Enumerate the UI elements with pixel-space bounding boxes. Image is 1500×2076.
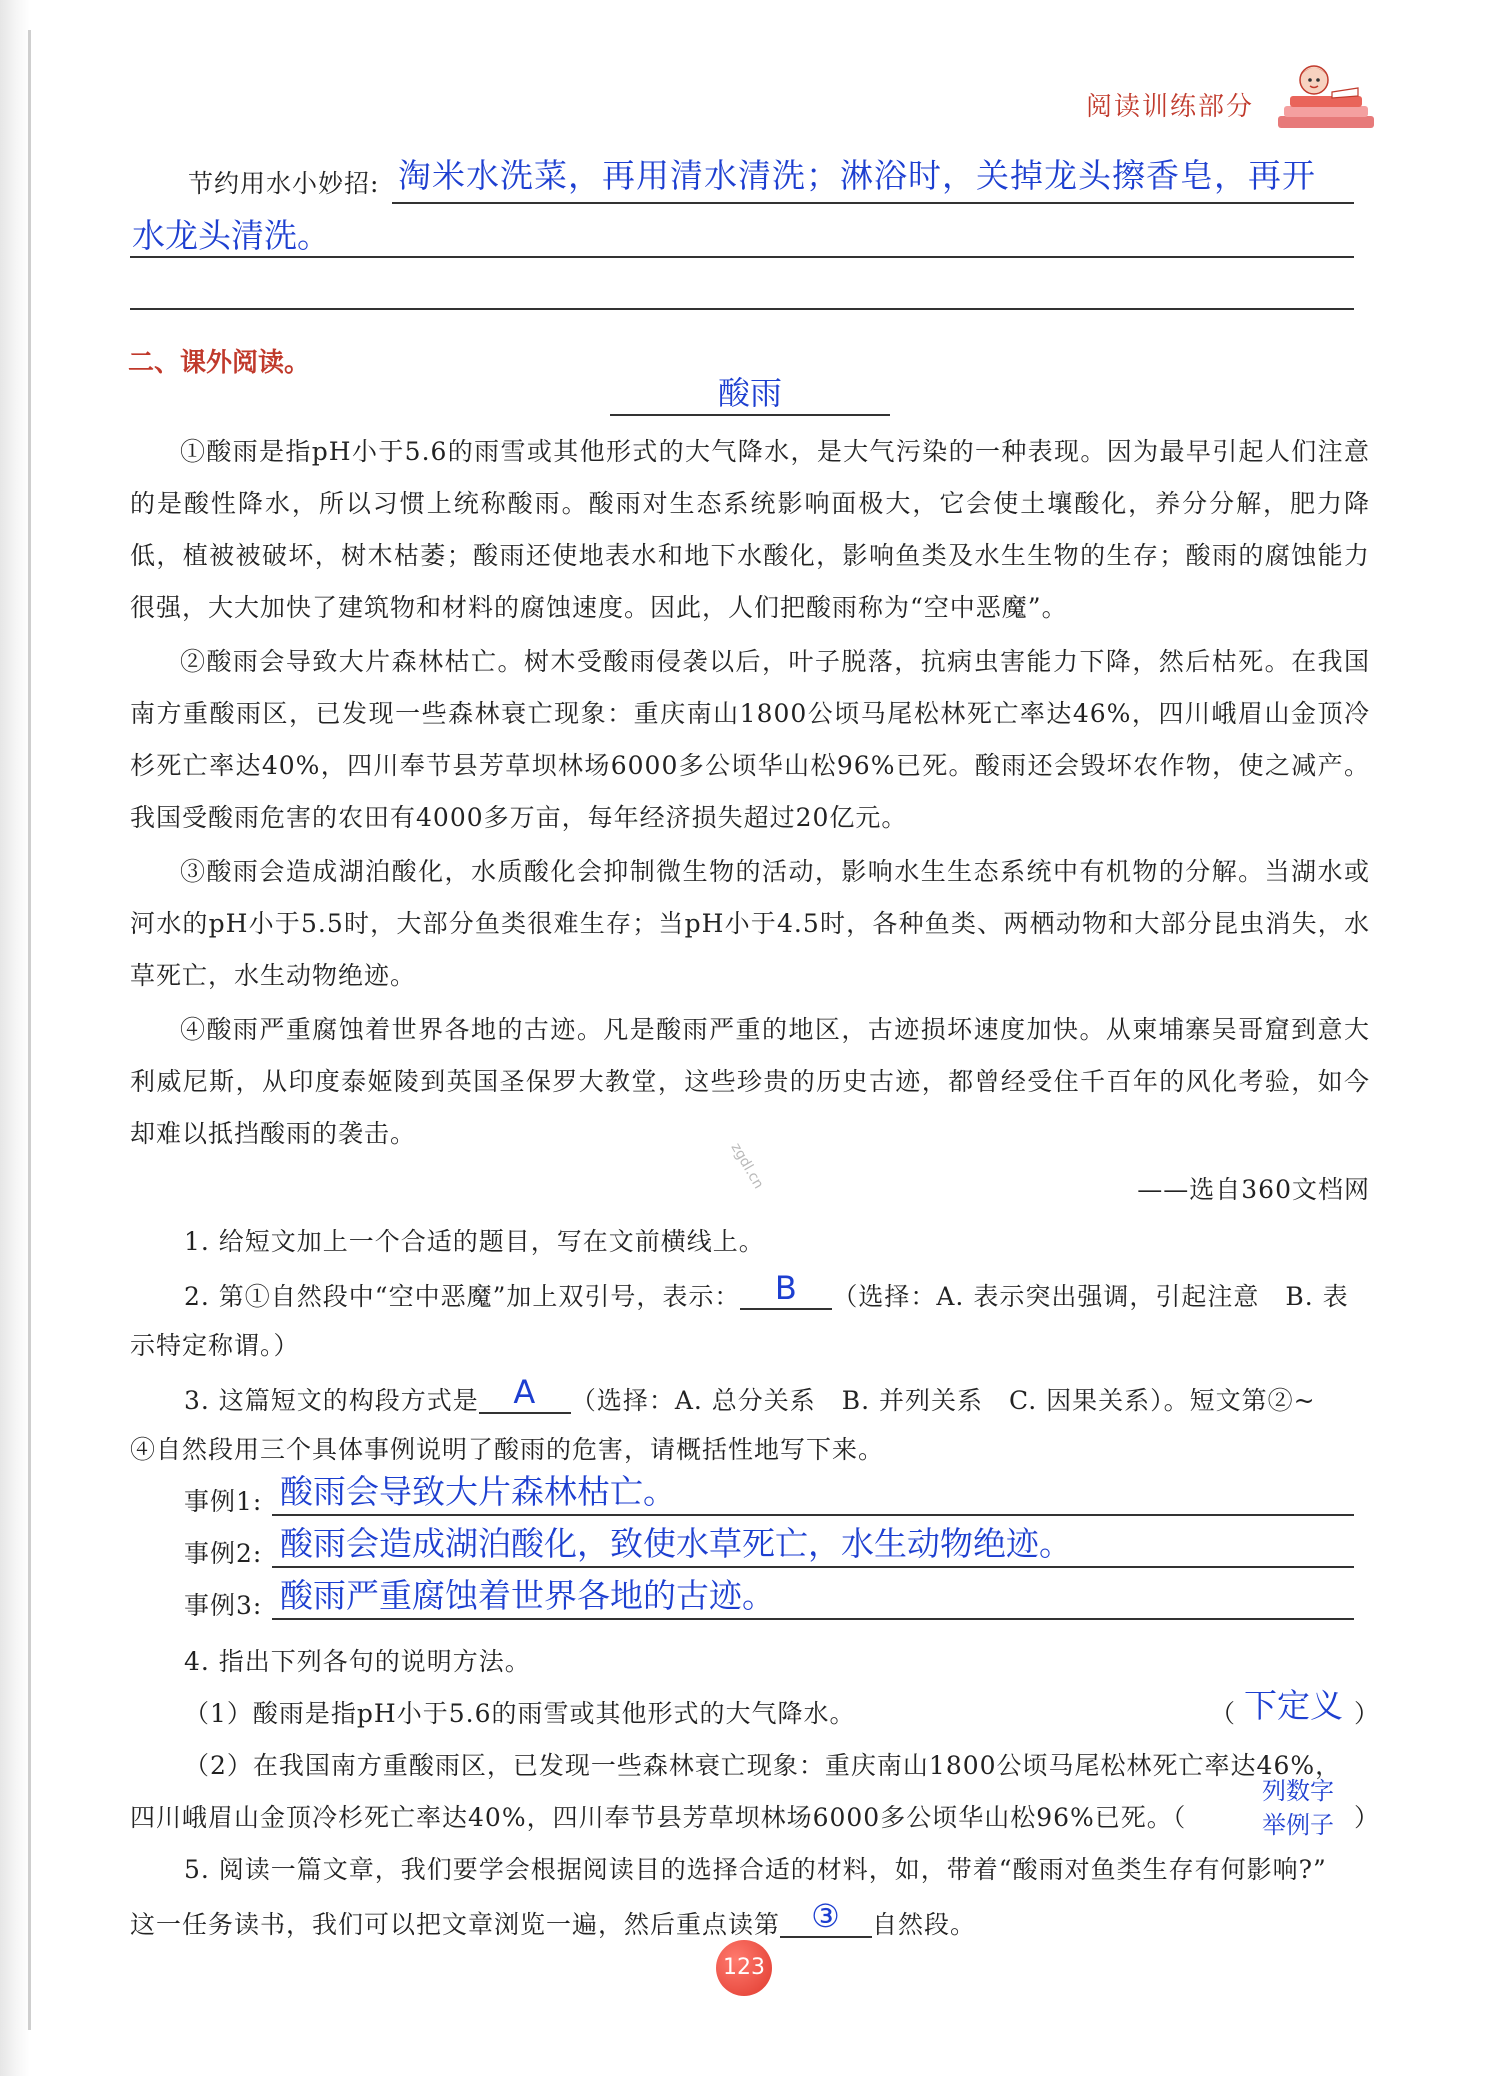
- answer-rule: [130, 256, 1354, 258]
- question-4-1-answer: 下定义: [1244, 1686, 1343, 1725]
- book-binding-shadow: [0, 0, 30, 2076]
- title-rule: [610, 414, 890, 416]
- answer-rule: [130, 308, 1354, 310]
- example-3-answer: 酸雨严重腐蚀着世界各地的古迹。: [280, 1576, 775, 1615]
- question-4-2-line2: 四川峨眉山金顶冷杉死亡率达40%，四川奉节县芳草坝林场6000多公顷华山松96%已死。（: [130, 1803, 1187, 1832]
- page-number: 123: [716, 1940, 772, 1996]
- question-5-line2: [130, 1896, 976, 1951]
- question-2-answer: B: [740, 1268, 832, 1310]
- question-2: [184, 1268, 1349, 1323]
- question-3-options: （选择：A. 总分关系 B. 并列关系 C. 因果关系）。短文第②~: [570, 1386, 1316, 1415]
- question-5-tail: 自然段。: [872, 1910, 977, 1939]
- tip-answer-line2: 水龙头清洗。: [132, 216, 330, 255]
- section-label: 阅读训练部分: [1086, 92, 1255, 122]
- question-3-answer: A: [479, 1372, 571, 1414]
- question-5-text: 这一任务读书，我们可以把文章浏览一遍，然后重点读第: [130, 1910, 781, 1939]
- question-5-line1: 5. 阅读一篇文章，我们要学会根据阅读目的选择合适的材料，如，带着“酸雨对鱼类生存有何影响?”: [184, 1855, 1327, 1884]
- binding-line: [28, 30, 31, 2030]
- question-3-line2: ④自然段用三个具体事例说明了酸雨的危害，请概括性地写下来。: [130, 1435, 885, 1464]
- example-2-answer: 酸雨会造成湖泊酸化，致使水草死亡，水生动物绝迹。: [280, 1524, 1072, 1563]
- question-4-1-paren-open: （: [1210, 1699, 1237, 1728]
- question-4-2-paren-close: ）: [1354, 1803, 1381, 1832]
- example-1-answer: 酸雨会导致大片森林枯亡。: [280, 1472, 676, 1511]
- article-paragraph-3: ③酸雨会造成湖泊酸化，水质酸化会抑制微生物的活动，影响水生生态系统中有机物的分解。当湖水或河水的pH小于5.5时，大部分鱼类很难生存；当pH小于4.5时，各种鱼类、两栖动物和大部分昆虫消失，水草死亡，水生动物绝迹。: [130, 857, 1370, 990]
- question-4-2-line1: （2）在我国南方重酸雨区，已发现一些森林衰亡现象：重庆南山1800公顷马尾松林死亡率达46%，: [184, 1751, 1342, 1780]
- tip-label: 节约用水小妙招:: [188, 169, 380, 198]
- example-3-label: 事例3:: [184, 1591, 263, 1620]
- question-5-answer: ③: [780, 1896, 872, 1938]
- question-4: 4. 指出下列各句的说明方法。: [184, 1647, 531, 1676]
- question-2-options: （选择：A. 表示突出强调，引起注意 B. 表: [832, 1282, 1349, 1311]
- article-paragraph-2: ②酸雨会导致大片森林枯亡。树木受酸雨侵袭以后，叶子脱落，抗病虫害能力下降，然后枯死。在我国南方重酸雨区，已发现一些森林衰亡现象：重庆南山1800公顷马尾松林死亡率达46%，四川峨眉山金顶冷杉死亡率达40%，四川奉节县芳草坝林场6000多公顷华山松96%已死。酸雨还会毁坏农作物，使之减产。我国受酸雨危害的农田有4000多万亩，每年经济损失超过20亿元。: [130, 647, 1370, 832]
- question-3-text: 3. 这篇短文的构段方式是: [184, 1386, 479, 1415]
- answer-rule: [392, 202, 1354, 204]
- article-source: ——选自360文档网: [1137, 1175, 1370, 1204]
- question-3: [184, 1372, 1316, 1427]
- article-title: 酸雨: [717, 374, 782, 412]
- question-2-text: 2. 第①自然段中“空中恶魔”加上双引号，表示：: [184, 1282, 741, 1311]
- question-4-1: （1）酸雨是指pH小于5.6的雨雪或其他形式的大气降水。: [184, 1699, 856, 1728]
- answer-rule: [272, 1618, 1354, 1620]
- article-paragraph-4: ④酸雨严重腐蚀着世界各地的古迹。凡是酸雨严重的地区，古迹损坏速度加快。从柬埔寨吴哥窟到意大利威尼斯，从印度泰姬陵到英国圣保罗大教堂，这些珍贵的历史古迹，都曾经受住千百年的风化考验，如今却难以抵挡酸雨的袭击。: [130, 1015, 1370, 1148]
- watermark: zgdl.cn: [727, 1140, 767, 1192]
- question-2-line2: 示特定称谓。）: [130, 1331, 300, 1360]
- example-2-label: 事例2:: [184, 1539, 263, 1568]
- question-1: 1. 给短文加上一个合适的题目，写在文前横线上。: [184, 1227, 765, 1256]
- reading-girl-icon: [1270, 58, 1380, 138]
- article-paragraph-1: ①酸雨是指pH小于5.6的雨雪或其他形式的大气降水，是大气污染的一种表现。因为最早引起人们注意的是酸性降水，所以习惯上统称酸雨。酸雨对生态系统影响面极大，它会使土壤酸化，养分分解，肥力降低，植被被破坏，树木枯萎；酸雨还使地表水和地下水酸化，影响鱼类及水生生物的生存；酸雨的腐蚀能力很强，大大加快了建筑物和材料的腐蚀速度。因此，人们把酸雨称为“空中恶魔”。: [130, 437, 1370, 622]
- question-4-2-answer-a: 列数字: [1262, 1777, 1334, 1805]
- question-4-2-answer-b: 举例子: [1262, 1811, 1334, 1839]
- answer-rule: [272, 1514, 1354, 1516]
- tip-answer-line1: 淘米水洗菜，再用清水清洗；淋浴时，关掉龙头擦香皂，再开: [398, 156, 1316, 195]
- example-1-label: 事例1:: [184, 1487, 263, 1516]
- question-4-1-paren-close: ）: [1354, 1699, 1381, 1728]
- section-heading: 二、课外阅读。: [128, 348, 311, 378]
- answer-rule: [272, 1566, 1354, 1568]
